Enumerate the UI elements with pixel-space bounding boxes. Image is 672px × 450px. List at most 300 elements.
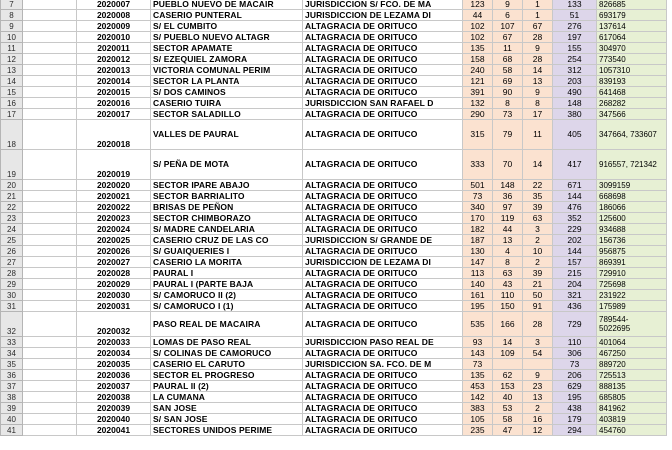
value-a-cell[interactable]: 170 — [463, 213, 493, 224]
value-a-cell[interactable]: 501 — [463, 180, 493, 191]
row-header-cell[interactable]: 20 — [1, 180, 23, 191]
jurisdiction-cell[interactable]: ALTAGRACIA DE ORITUCO — [303, 246, 463, 257]
value-c-cell[interactable]: 67 — [523, 21, 553, 32]
jurisdiction-cell[interactable]: ALTAGRACIA DE ORITUCO — [303, 21, 463, 32]
reference-cell[interactable]: 175989 — [597, 301, 667, 312]
sector-name-cell[interactable]: SECTOR APAMATE — [151, 43, 303, 54]
sector-name-cell[interactable]: PUEBLO NUEVO DE MACAIR — [151, 0, 303, 10]
blank-cell[interactable] — [23, 425, 77, 436]
blank-cell[interactable] — [23, 213, 77, 224]
total-cell[interactable]: 436 — [553, 301, 597, 312]
value-c-cell[interactable]: 17 — [523, 109, 553, 120]
value-c-cell[interactable]: 50 — [523, 290, 553, 301]
reference-cell[interactable]: 304970 — [597, 43, 667, 54]
value-c-cell[interactable]: 63 — [523, 213, 553, 224]
row-header-cell[interactable]: 16 — [1, 98, 23, 109]
reference-cell[interactable]: 454760 — [597, 425, 667, 436]
value-c-cell[interactable]: 1 — [523, 0, 553, 10]
value-a-cell[interactable]: 195 — [463, 301, 493, 312]
table-row[interactable] — [1, 109, 667, 120]
value-c-cell[interactable]: 16 — [523, 414, 553, 425]
code-cell[interactable]: 2020029 — [77, 279, 151, 290]
value-a-cell[interactable]: 73 — [463, 191, 493, 202]
total-cell[interactable]: 490 — [553, 87, 597, 98]
sector-name-cell[interactable]: S/ DOS CAMINOS — [151, 87, 303, 98]
table-row[interactable] — [1, 191, 667, 202]
value-a-cell[interactable]: 340 — [463, 202, 493, 213]
total-cell[interactable]: 321 — [553, 290, 597, 301]
value-c-cell[interactable]: 13 — [523, 392, 553, 403]
row-header-cell[interactable]: 13 — [1, 65, 23, 76]
jurisdiction-cell[interactable]: JURISDICCION SA. FCO. DE M — [303, 359, 463, 370]
total-cell[interactable]: 202 — [553, 235, 597, 246]
value-c-cell[interactable]: 12 — [523, 425, 553, 436]
blank-cell[interactable] — [23, 301, 77, 312]
value-a-cell[interactable]: 182 — [463, 224, 493, 235]
blank-cell[interactable] — [23, 76, 77, 87]
total-cell[interactable]: 276 — [553, 21, 597, 32]
value-c-cell[interactable] — [523, 359, 553, 370]
value-b-cell[interactable]: 53 — [493, 403, 523, 414]
total-cell[interactable]: 110 — [553, 337, 597, 348]
value-a-cell[interactable]: 315 — [463, 120, 493, 150]
value-b-cell[interactable]: 8 — [493, 257, 523, 268]
row-header-cell[interactable]: 11 — [1, 43, 23, 54]
table-row[interactable] — [1, 76, 667, 87]
jurisdiction-cell[interactable]: ALTAGRACIA DE ORITUCO — [303, 348, 463, 359]
value-c-cell[interactable]: 28 — [523, 32, 553, 43]
total-cell[interactable]: 197 — [553, 32, 597, 43]
total-cell[interactable]: 157 — [553, 257, 597, 268]
code-cell[interactable]: 2020009 — [77, 21, 151, 32]
value-a-cell[interactable]: 102 — [463, 21, 493, 32]
blank-cell[interactable] — [23, 202, 77, 213]
reference-cell[interactable]: 841962 — [597, 403, 667, 414]
blank-cell[interactable] — [23, 290, 77, 301]
value-c-cell[interactable]: 2 — [523, 235, 553, 246]
blank-cell[interactable] — [23, 392, 77, 403]
sector-name-cell[interactable]: SECTORES UNIDOS PERIME — [151, 425, 303, 436]
value-b-cell[interactable]: 58 — [493, 65, 523, 76]
reference-cell[interactable]: 789544- 5022695 — [597, 312, 667, 337]
blank-cell[interactable] — [23, 403, 77, 414]
reference-cell[interactable]: 137614 — [597, 21, 667, 32]
value-c-cell[interactable]: 28 — [523, 54, 553, 65]
reference-cell[interactable]: 617064 — [597, 32, 667, 43]
value-c-cell[interactable]: 3 — [523, 337, 553, 348]
sector-name-cell[interactable]: SECTOR LA PLANTA — [151, 76, 303, 87]
sector-name-cell[interactable]: CASERIO PUNTERAL — [151, 10, 303, 21]
sector-name-cell[interactable]: LOMAS DE PASO REAL — [151, 337, 303, 348]
value-a-cell[interactable]: 135 — [463, 43, 493, 54]
row-header-cell[interactable]: 9 — [1, 21, 23, 32]
total-cell[interactable]: 671 — [553, 180, 597, 191]
table-row[interactable] — [1, 425, 667, 436]
table-row[interactable] — [1, 98, 667, 109]
row-header-cell[interactable]: 12 — [1, 54, 23, 65]
reference-cell[interactable]: 729910 — [597, 268, 667, 279]
sector-name-cell[interactable]: SECTOR CHIMBORAZO — [151, 213, 303, 224]
table-row[interactable] — [1, 10, 667, 21]
code-cell[interactable]: 2020011 — [77, 43, 151, 54]
value-b-cell[interactable]: 150 — [493, 301, 523, 312]
jurisdiction-cell[interactable]: ALTAGRACIA DE ORITUCO — [303, 150, 463, 180]
sector-name-cell[interactable]: PAURAL I — [151, 268, 303, 279]
code-cell[interactable]: 2020014 — [77, 76, 151, 87]
sector-name-cell[interactable]: S/ PEÑA DE MOTA — [151, 150, 303, 180]
code-cell[interactable]: 2020017 — [77, 109, 151, 120]
total-cell[interactable]: 73 — [553, 359, 597, 370]
blank-cell[interactable] — [23, 246, 77, 257]
reference-cell[interactable]: 403819 — [597, 414, 667, 425]
code-cell[interactable]: 2020035 — [77, 359, 151, 370]
value-a-cell[interactable]: 187 — [463, 235, 493, 246]
row-header-cell[interactable]: 26 — [1, 246, 23, 257]
value-c-cell[interactable]: 1 — [523, 10, 553, 21]
jurisdiction-cell[interactable]: JURISDICCION SAN RAFAEL D — [303, 98, 463, 109]
row-header-cell[interactable]: 24 — [1, 224, 23, 235]
jurisdiction-cell[interactable]: ALTAGRACIA DE ORITUCO — [303, 224, 463, 235]
value-b-cell[interactable]: 70 — [493, 150, 523, 180]
reference-cell[interactable]: 956875 — [597, 246, 667, 257]
row-header-cell[interactable]: 41 — [1, 425, 23, 436]
value-b-cell[interactable]: 40 — [493, 392, 523, 403]
code-cell[interactable]: 2020024 — [77, 224, 151, 235]
value-b-cell[interactable]: 43 — [493, 279, 523, 290]
code-cell[interactable]: 2020032 — [77, 312, 151, 337]
value-a-cell[interactable]: 130 — [463, 246, 493, 257]
jurisdiction-cell[interactable]: ALTAGRACIA DE ORITUCO — [303, 213, 463, 224]
blank-cell[interactable] — [23, 10, 77, 21]
code-cell[interactable]: 2020007 — [77, 0, 151, 10]
table-row[interactable] — [1, 32, 667, 43]
blank-cell[interactable] — [23, 21, 77, 32]
total-cell[interactable]: 51 — [553, 10, 597, 21]
row-header-cell[interactable]: 34 — [1, 348, 23, 359]
reference-cell[interactable]: 773540 — [597, 54, 667, 65]
total-cell[interactable]: 306 — [553, 348, 597, 359]
table-row[interactable] — [1, 0, 667, 10]
code-cell[interactable]: 2020030 — [77, 290, 151, 301]
blank-cell[interactable] — [23, 268, 77, 279]
table-row[interactable] — [1, 290, 667, 301]
table-row[interactable] — [1, 235, 667, 246]
reference-cell[interactable]: 125600 — [597, 213, 667, 224]
value-b-cell[interactable]: 67 — [493, 32, 523, 43]
row-header-cell[interactable]: 29 — [1, 279, 23, 290]
row-header-cell[interactable]: 10 — [1, 32, 23, 43]
blank-cell[interactable] — [23, 150, 77, 180]
value-c-cell[interactable]: 22 — [523, 180, 553, 191]
blank-cell[interactable] — [23, 54, 77, 65]
value-b-cell[interactable]: 166 — [493, 312, 523, 337]
code-cell[interactable]: 2020034 — [77, 348, 151, 359]
value-c-cell[interactable]: 9 — [523, 370, 553, 381]
sector-name-cell[interactable]: S/ CAMORUCO I (1) — [151, 301, 303, 312]
row-header-cell[interactable]: 23 — [1, 213, 23, 224]
value-b-cell[interactable]: 13 — [493, 235, 523, 246]
reference-cell[interactable]: 1057310 — [597, 65, 667, 76]
code-cell[interactable]: 2020012 — [77, 54, 151, 65]
reference-cell[interactable]: 725698 — [597, 279, 667, 290]
value-c-cell[interactable]: 39 — [523, 202, 553, 213]
jurisdiction-cell[interactable]: JURISDICCION S/ GRANDE DE — [303, 235, 463, 246]
jurisdiction-cell[interactable]: ALTAGRACIA DE ORITUCO — [303, 109, 463, 120]
value-c-cell[interactable]: 23 — [523, 381, 553, 392]
row-header-cell[interactable]: 37 — [1, 381, 23, 392]
sector-name-cell[interactable]: PASO REAL DE MACAIRA — [151, 312, 303, 337]
sector-name-cell[interactable]: CASERIO EL CARUTO — [151, 359, 303, 370]
row-header-cell[interactable]: 21 — [1, 191, 23, 202]
reference-cell[interactable]: 186066 — [597, 202, 667, 213]
blank-cell[interactable] — [23, 224, 77, 235]
row-header-cell[interactable]: 7 — [1, 0, 23, 10]
value-b-cell[interactable]: 68 — [493, 54, 523, 65]
row-header-cell[interactable]: 30 — [1, 290, 23, 301]
table-row[interactable] — [1, 213, 667, 224]
value-c-cell[interactable]: 21 — [523, 279, 553, 290]
reference-cell[interactable]: 668698 — [597, 191, 667, 202]
value-b-cell[interactable]: 4 — [493, 246, 523, 257]
blank-cell[interactable] — [23, 43, 77, 54]
value-a-cell[interactable]: 535 — [463, 312, 493, 337]
value-b-cell[interactable]: 47 — [493, 425, 523, 436]
blank-cell[interactable] — [23, 337, 77, 348]
table-row[interactable] — [1, 414, 667, 425]
code-cell[interactable]: 2020008 — [77, 10, 151, 21]
value-b-cell[interactable]: 110 — [493, 290, 523, 301]
table-row[interactable] — [1, 87, 667, 98]
jurisdiction-cell[interactable]: ALTAGRACIA DE ORITUCO — [303, 301, 463, 312]
total-cell[interactable]: 476 — [553, 202, 597, 213]
value-b-cell[interactable]: 9 — [493, 0, 523, 10]
value-a-cell[interactable]: 113 — [463, 268, 493, 279]
value-b-cell[interactable]: 62 — [493, 370, 523, 381]
blank-cell[interactable] — [23, 120, 77, 150]
jurisdiction-cell[interactable]: ALTAGRACIA DE ORITUCO — [303, 381, 463, 392]
table-row[interactable] — [1, 65, 667, 76]
value-a-cell[interactable]: 102 — [463, 32, 493, 43]
value-c-cell[interactable]: 2 — [523, 257, 553, 268]
jurisdiction-cell[interactable]: ALTAGRACIA DE ORITUCO — [303, 87, 463, 98]
total-cell[interactable]: 195 — [553, 392, 597, 403]
blank-cell[interactable] — [23, 65, 77, 76]
reference-cell[interactable]: 347664, 733607 — [597, 120, 667, 150]
value-a-cell[interactable]: 235 — [463, 425, 493, 436]
value-c-cell[interactable]: 11 — [523, 120, 553, 150]
value-c-cell[interactable]: 9 — [523, 87, 553, 98]
row-header-cell[interactable]: 36 — [1, 370, 23, 381]
reference-cell[interactable]: 3099159 — [597, 180, 667, 191]
value-a-cell[interactable]: 121 — [463, 76, 493, 87]
code-cell[interactable]: 2020015 — [77, 87, 151, 98]
sector-name-cell[interactable]: S/ GUAIQUERIES I — [151, 246, 303, 257]
jurisdiction-cell[interactable]: ALTAGRACIA DE ORITUCO — [303, 76, 463, 87]
sector-name-cell[interactable]: S/ MADRE CANDELARIA — [151, 224, 303, 235]
blank-cell[interactable] — [23, 191, 77, 202]
code-cell[interactable]: 2020021 — [77, 191, 151, 202]
value-b-cell[interactable]: 90 — [493, 87, 523, 98]
table-row[interactable] — [1, 257, 667, 268]
reference-cell[interactable]: 916557, 721342 — [597, 150, 667, 180]
code-cell[interactable]: 2020010 — [77, 32, 151, 43]
total-cell[interactable]: 629 — [553, 381, 597, 392]
value-c-cell[interactable]: 8 — [523, 98, 553, 109]
sector-name-cell[interactable]: SECTOR IPARE ABAJO — [151, 180, 303, 191]
sector-name-cell[interactable]: SECTOR EL PROGRESO — [151, 370, 303, 381]
value-c-cell[interactable]: 14 — [523, 65, 553, 76]
code-cell[interactable]: 2020028 — [77, 268, 151, 279]
reference-cell[interactable]: 156736 — [597, 235, 667, 246]
table-row[interactable] — [1, 348, 667, 359]
jurisdiction-cell[interactable]: ALTAGRACIA DE ORITUCO — [303, 32, 463, 43]
value-a-cell[interactable]: 333 — [463, 150, 493, 180]
sector-name-cell[interactable]: BRISAS DE PEÑON — [151, 202, 303, 213]
sector-name-cell[interactable]: SAN JOSE — [151, 403, 303, 414]
row-header-cell[interactable]: 17 — [1, 109, 23, 120]
value-c-cell[interactable]: 2 — [523, 403, 553, 414]
code-cell[interactable]: 2020027 — [77, 257, 151, 268]
table-row[interactable] — [1, 43, 667, 54]
total-cell[interactable]: 204 — [553, 279, 597, 290]
total-cell[interactable]: 203 — [553, 76, 597, 87]
reference-cell[interactable]: 401064 — [597, 337, 667, 348]
blank-cell[interactable] — [23, 279, 77, 290]
code-cell[interactable]: 2020039 — [77, 403, 151, 414]
total-cell[interactable]: 133 — [553, 0, 597, 10]
value-a-cell[interactable]: 142 — [463, 392, 493, 403]
blank-cell[interactable] — [23, 381, 77, 392]
value-b-cell[interactable]: 119 — [493, 213, 523, 224]
value-a-cell[interactable]: 147 — [463, 257, 493, 268]
sector-name-cell[interactable]: CASERIO TUIRA — [151, 98, 303, 109]
row-header-cell[interactable]: 40 — [1, 414, 23, 425]
jurisdiction-cell[interactable]: ALTAGRACIA DE ORITUCO — [303, 202, 463, 213]
sector-name-cell[interactable]: SECTOR SALADILLO — [151, 109, 303, 120]
reference-cell[interactable]: 693179 — [597, 10, 667, 21]
jurisdiction-cell[interactable]: ALTAGRACIA DE ORITUCO — [303, 268, 463, 279]
total-cell[interactable]: 352 — [553, 213, 597, 224]
value-a-cell[interactable]: 123 — [463, 0, 493, 10]
value-b-cell[interactable]: 14 — [493, 337, 523, 348]
jurisdiction-cell[interactable]: JURISDICCION S/ FCO. DE MA — [303, 0, 463, 10]
row-header-cell[interactable]: 25 — [1, 235, 23, 246]
code-cell[interactable]: 2020016 — [77, 98, 151, 109]
blank-cell[interactable] — [23, 370, 77, 381]
row-header-cell[interactable]: 27 — [1, 257, 23, 268]
sector-name-cell[interactable]: S/ COLINAS DE CAMORUCO — [151, 348, 303, 359]
table-row[interactable] — [1, 120, 667, 150]
code-cell[interactable]: 2020026 — [77, 246, 151, 257]
value-a-cell[interactable]: 383 — [463, 403, 493, 414]
value-b-cell[interactable]: 73 — [493, 109, 523, 120]
value-b-cell[interactable]: 148 — [493, 180, 523, 191]
value-b-cell[interactable]: 6 — [493, 10, 523, 21]
value-c-cell[interactable]: 3 — [523, 224, 553, 235]
code-cell[interactable]: 2020036 — [77, 370, 151, 381]
jurisdiction-cell[interactable]: JURISDICCION DE LEZAMA DI — [303, 10, 463, 21]
row-header-cell[interactable]: 18 — [1, 120, 23, 150]
row-header-cell[interactable]: 8 — [1, 10, 23, 21]
row-header-cell[interactable]: 32 — [1, 312, 23, 337]
value-a-cell[interactable]: 158 — [463, 54, 493, 65]
blank-cell[interactable] — [23, 0, 77, 10]
code-cell[interactable]: 2020019 — [77, 150, 151, 180]
code-cell[interactable]: 2020020 — [77, 180, 151, 191]
code-cell[interactable]: 2020018 — [77, 120, 151, 150]
jurisdiction-cell[interactable]: ALTAGRACIA DE ORITUCO — [303, 191, 463, 202]
row-header-cell[interactable]: 35 — [1, 359, 23, 370]
row-header-cell[interactable]: 33 — [1, 337, 23, 348]
total-cell[interactable]: 229 — [553, 224, 597, 235]
jurisdiction-cell[interactable]: JURISDICCION PASO REAL DE — [303, 337, 463, 348]
code-cell[interactable]: 2020041 — [77, 425, 151, 436]
value-c-cell[interactable]: 39 — [523, 268, 553, 279]
total-cell[interactable]: 380 — [553, 109, 597, 120]
total-cell[interactable]: 729 — [553, 312, 597, 337]
value-c-cell[interactable]: 54 — [523, 348, 553, 359]
row-header-cell[interactable]: 15 — [1, 87, 23, 98]
value-b-cell[interactable] — [493, 359, 523, 370]
reference-cell[interactable]: 869391 — [597, 257, 667, 268]
total-cell[interactable]: 144 — [553, 246, 597, 257]
table-row[interactable] — [1, 370, 667, 381]
value-a-cell[interactable]: 73 — [463, 359, 493, 370]
jurisdiction-cell[interactable]: ALTAGRACIA DE ORITUCO — [303, 290, 463, 301]
blank-cell[interactable] — [23, 414, 77, 425]
value-b-cell[interactable]: 153 — [493, 381, 523, 392]
row-header-cell[interactable]: 19 — [1, 150, 23, 180]
table-row[interactable] — [1, 150, 667, 180]
jurisdiction-cell[interactable]: ALTAGRACIA DE ORITUCO — [303, 392, 463, 403]
value-b-cell[interactable]: 97 — [493, 202, 523, 213]
value-b-cell[interactable]: 69 — [493, 76, 523, 87]
row-header-cell[interactable]: 22 — [1, 202, 23, 213]
value-a-cell[interactable]: 135 — [463, 370, 493, 381]
reference-cell[interactable]: 889720 — [597, 359, 667, 370]
total-cell[interactable]: 294 — [553, 425, 597, 436]
code-cell[interactable]: 2020038 — [77, 392, 151, 403]
value-b-cell[interactable]: 44 — [493, 224, 523, 235]
value-a-cell[interactable]: 105 — [463, 414, 493, 425]
value-a-cell[interactable]: 44 — [463, 10, 493, 21]
sector-name-cell[interactable]: S/ EL CUMBITO — [151, 21, 303, 32]
sector-name-cell[interactable]: PAURAL II (2) — [151, 381, 303, 392]
table-row[interactable] — [1, 381, 667, 392]
jurisdiction-cell[interactable]: ALTAGRACIA DE ORITUCO — [303, 403, 463, 414]
jurisdiction-cell[interactable]: ALTAGRACIA DE ORITUCO — [303, 43, 463, 54]
reference-cell[interactable]: 467250 — [597, 348, 667, 359]
table-row[interactable] — [1, 392, 667, 403]
table-row[interactable] — [1, 403, 667, 414]
value-b-cell[interactable]: 8 — [493, 98, 523, 109]
sector-name-cell[interactable]: VALLES DE PAURAL — [151, 120, 303, 150]
blank-cell[interactable] — [23, 312, 77, 337]
total-cell[interactable]: 155 — [553, 43, 597, 54]
sector-name-cell[interactable]: S/ EZEQUIEL ZAMORA — [151, 54, 303, 65]
code-cell[interactable]: 2020013 — [77, 65, 151, 76]
jurisdiction-cell[interactable]: ALTAGRACIA DE ORITUCO — [303, 65, 463, 76]
blank-cell[interactable] — [23, 348, 77, 359]
table-row[interactable] — [1, 180, 667, 191]
sector-name-cell[interactable]: S/ SAN JOSE — [151, 414, 303, 425]
value-b-cell[interactable]: 109 — [493, 348, 523, 359]
reference-cell[interactable]: 268282 — [597, 98, 667, 109]
table-row[interactable] — [1, 359, 667, 370]
reference-cell[interactable]: 685805 — [597, 392, 667, 403]
value-c-cell[interactable]: 14 — [523, 150, 553, 180]
code-cell[interactable]: 2020037 — [77, 381, 151, 392]
